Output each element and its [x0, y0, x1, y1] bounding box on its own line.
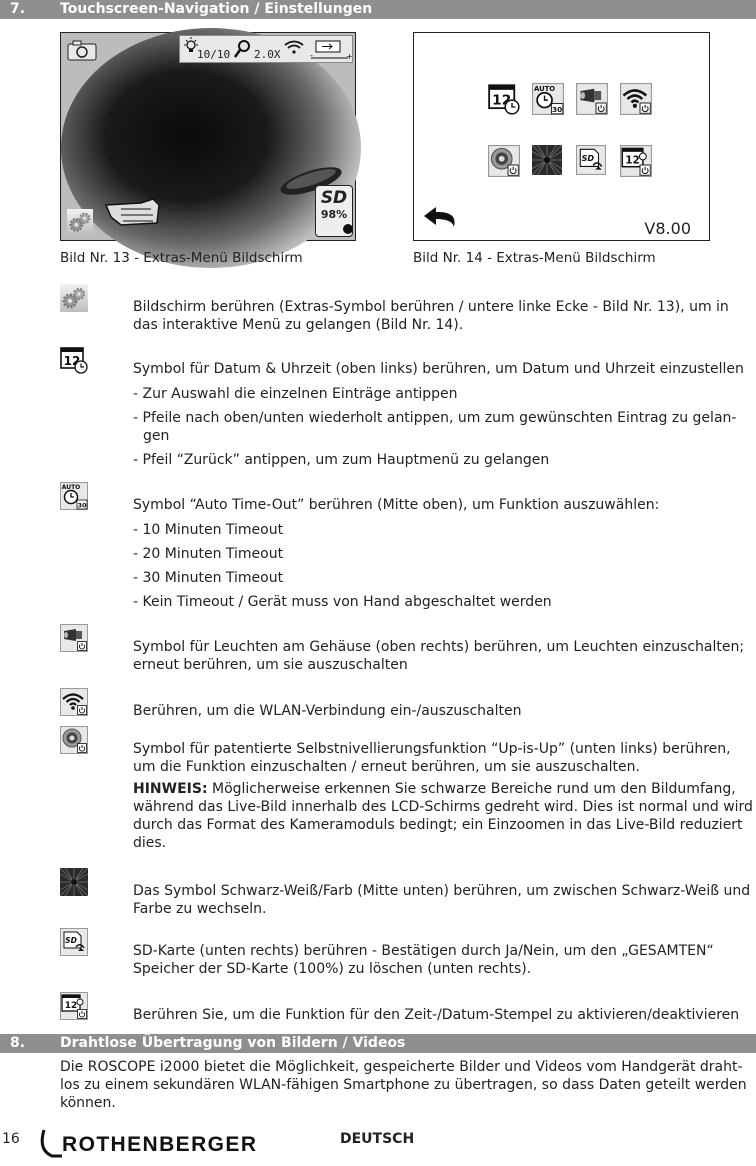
screenshot-13 [60, 32, 356, 241]
language-label: DEUTSCH [340, 1131, 415, 1147]
item-text: SD-Karte (unten rechts) berühren - Bestätigen durch Ja/Nein, um den „GESAMTEN“ Speicher der SD-Karte (100%) zu löschen (unten rechts). [133, 943, 714, 977]
camera-icon[interactable] [67, 39, 97, 65]
gears-icon [60, 284, 88, 312]
wifi-icon [60, 688, 88, 716]
gears-icon[interactable] [67, 209, 93, 235]
sub-item: - Pfeile nach oben/unten wiederholt antippen, um zum gewünschten Eintrag zu gelan-gen [133, 410, 737, 444]
note-label: HINWEIS: [133, 781, 208, 797]
item-text: Symbol “Auto Time-Out” berühren (Mitte oben), um Funktion auszuwählen: [133, 497, 660, 513]
black-white-icon [60, 868, 88, 896]
section-number: 7. [10, 1, 26, 17]
flashlight-icon [60, 624, 88, 652]
svg-text:+: + [346, 52, 353, 61]
sub-item: - 20 Minuten Timeout [133, 546, 284, 562]
sd-erase-icon [60, 928, 88, 956]
sd-erase-menu-icon[interactable] [576, 145, 606, 175]
black-white-menu-icon[interactable] [532, 145, 562, 175]
item-text: Symbol für patentierte Selbstnivellierungsfunktion “Up-is-Up” (unten links) berühren, um die Funktion einzuschalten / erneut berühren, um sie auszuschalten. [133, 741, 731, 775]
item-text: Symbol für Leuchten am Gehäuse (oben rechts) berühren, um Leuchten einzuschalten; erneut berühren, um sie auszuschalten [133, 639, 745, 673]
section-7-header [0, 0, 756, 19]
status-bar [179, 35, 353, 63]
sub-item: - 10 Minuten Timeout [133, 522, 284, 538]
date-stamp-icon [60, 992, 88, 1020]
brand-logo [40, 1126, 260, 1162]
sub-item: - Kein Timeout / Gerät muss von Hand abgeschaltet werden [133, 594, 552, 610]
note-text: Möglicherweise erkennen Sie schwarze Bereiche rund um den Bildumfang, während das Live-Bild innerhalb des LCD-Schirms gedreht wird. Dies ist normal und wird durch das Format des Kameramoduls bedingt; ein Einzoomen in das Live-Bild reduziert dies. [133, 781, 753, 851]
zoom-value: 2.0X [254, 48, 281, 61]
item-text: Das Symbol Schwarz-Weiß/Farb (Mitte unten) berühren, um zwischen Schwarz-Weiß und Farbe zu wechseln. [133, 883, 751, 917]
caption-14: Bild Nr. 14 - Extras-Menü Bildschirm [413, 250, 656, 266]
item-text: Symbol für Datum & Uhrzeit (oben links) berühren, um Datum und Uhrzeit einzustellen [133, 361, 744, 377]
up-is-up-icon [60, 726, 88, 754]
sub-item: - Zur Auswahl die einzelnen Einträge antippen [133, 386, 458, 402]
section-title: Touchscreen-Navigation / Einstellungen [60, 1, 373, 17]
lock-icon [342, 219, 354, 238]
auto-timeout-icon [60, 482, 88, 510]
wifi-menu-icon[interactable] [620, 83, 652, 115]
section-number: 8. [10, 1035, 26, 1051]
item-text: Berühren, um die WLAN-Verbindung ein-/auszuschalten [133, 703, 522, 719]
brightness-value: 10/10 [197, 48, 231, 61]
section-8-header [0, 1034, 756, 1053]
datetime-menu-icon[interactable] [488, 83, 520, 115]
section-8-text: Die ROSCOPE i2000 bietet die Möglichkeit, gespeicherte Bilder und Videos vom Handgerät draht-los zu einem sekundären WLAN-fähigen Smartphone zu übertragen, so dass Daten geteilt werden können. [60, 1059, 747, 1111]
date-stamp-menu-icon[interactable] [620, 145, 652, 177]
page-number: 16 [2, 1131, 20, 1147]
brand-name: ROTHENBERGER [62, 1133, 256, 1156]
wifi-status-icon [284, 39, 304, 58]
section-title: Drahtlose Übertragung von Bildern / Videos [60, 1035, 406, 1051]
calendar-clock-icon [60, 346, 88, 374]
note [133, 780, 753, 852]
lights-menu-icon[interactable] [576, 83, 608, 115]
sub-item: - 30 Minuten Timeout [133, 570, 284, 586]
magnifier-icon [234, 39, 250, 62]
back-arrow-icon[interactable] [422, 205, 462, 229]
battery-icon [310, 39, 352, 64]
svg-text:-: - [310, 51, 313, 60]
screenshot-14 [413, 32, 710, 241]
sd-percent: 98% [320, 208, 348, 221]
auto-timeout-menu-icon[interactable] [532, 83, 564, 115]
item-text: Bildschirm berühren (Extras-Symbol berühren / untere linke Ecke - Bild Nr. 13), um in das interaktive Menü zu gelangen (Bild Nr. 14). [133, 299, 729, 333]
sd-label: SD [320, 188, 348, 208]
caption-13: Bild Nr. 13 - Extras-Menü Bildschirm [60, 250, 303, 266]
up-is-up-menu-icon[interactable] [488, 145, 520, 177]
sub-item: - Pfeil “Zurück” antippen, um zum Hauptmenü zu gelangen [133, 452, 550, 468]
version-label: V8.00 [644, 219, 691, 238]
item-text: Berühren Sie, um die Funktion für den Zeit-/Datum-Stempel zu aktivieren/deaktivieren [133, 1007, 740, 1023]
sd-status [315, 185, 353, 237]
